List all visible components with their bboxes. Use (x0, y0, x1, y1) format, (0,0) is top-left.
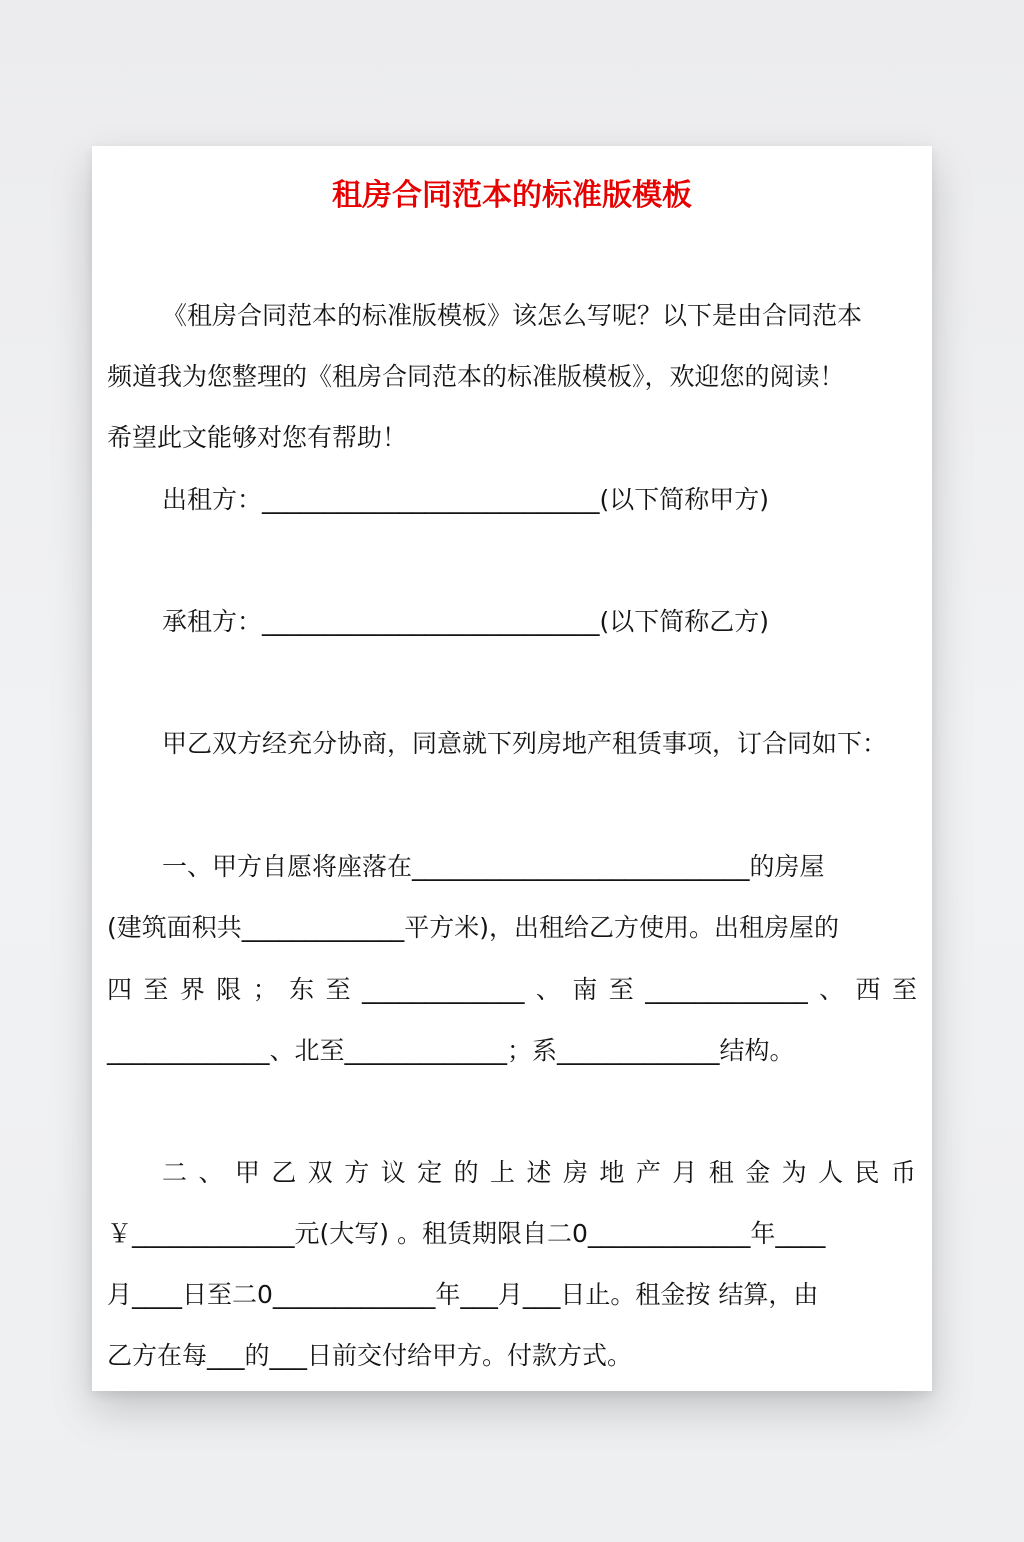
intro-line-1: 《租房合同范本的标准版模板》该怎么写呢？以下是由合同范本 (162, 301, 863, 330)
clause1-line-2: (建筑面积共_____________平方米)，出租给乙方使用。出租房屋的 (107, 913, 840, 942)
clause1-line-1: 一、甲方自愿将座落在___________________________的房屋 (162, 852, 825, 881)
clause2-line-2: ￥_____________元(大写) 。租赁期限自二0_____________年____ (107, 1219, 826, 1248)
clause1-line-3: 四至界限；东至_____________、南至_____________、西至 (107, 975, 917, 1004)
intro-line-3: 希望此文能够对您有帮助！ (107, 423, 408, 452)
document-page (92, 146, 932, 1391)
agreement-line: 甲乙双方经充分协商，同意就下列房地产租赁事项，订合同如下： (162, 729, 888, 758)
clause2-line-3: 月____日至二0_____________年___月___日止。租金按 结算，由 (107, 1280, 819, 1309)
clause2-line-1: 二、甲乙双方议定的上述房地产月租金为人民币 (162, 1158, 916, 1187)
clause1-line-4: _____________、北至_____________；系_____________结构。 (107, 1036, 795, 1065)
intro-line-2: 频道我为您整理的《租房合同范本的标准版模板》，欢迎您的阅读！ (107, 362, 845, 391)
clause2-line-4: 乙方在每___的___日前交付给甲方。付款方式。 (107, 1341, 633, 1370)
lessor-line: 出租方：___________________________(以下简称甲方) (162, 485, 770, 514)
document-title: 租房合同范本的标准版模板 (332, 178, 692, 213)
lessee-line: 承租方：___________________________(以下简称乙方) (162, 607, 770, 636)
